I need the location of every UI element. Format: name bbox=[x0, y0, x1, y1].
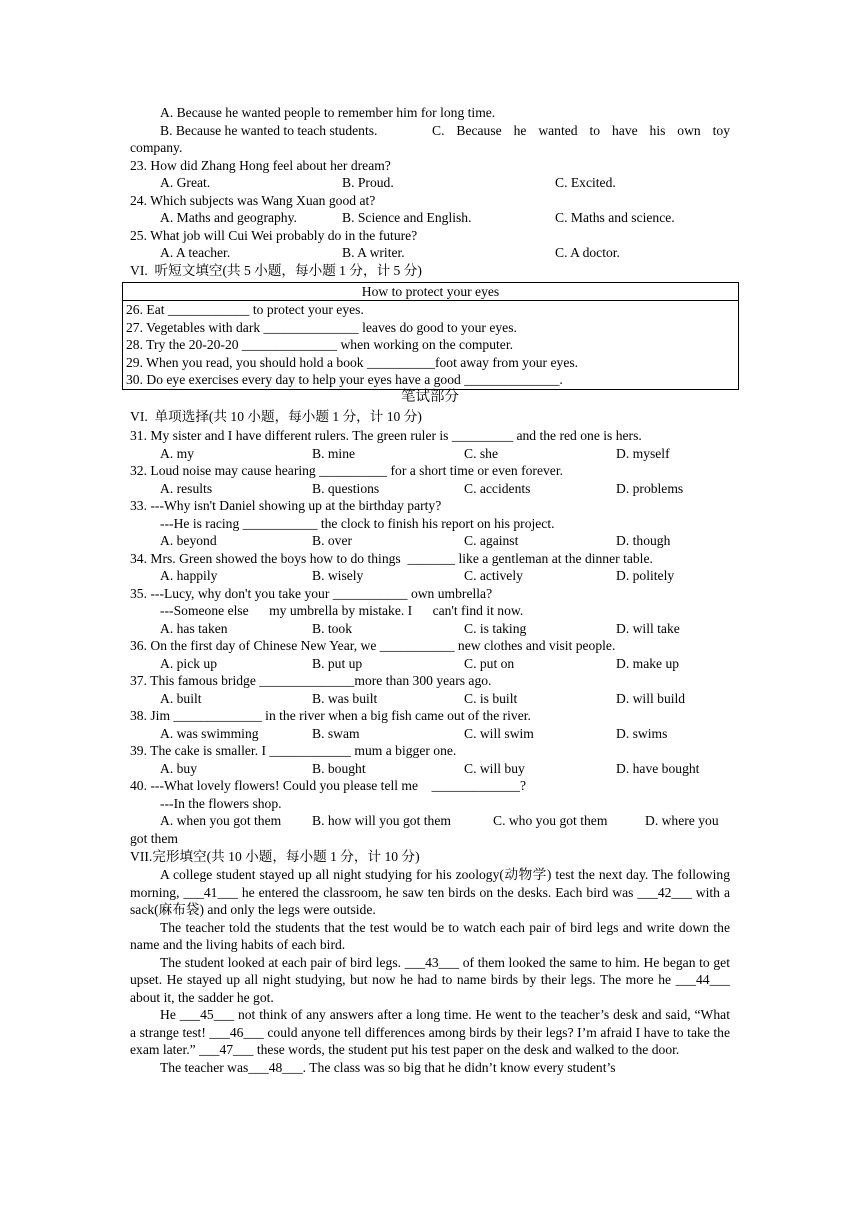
option-a: A. was swimming bbox=[160, 725, 259, 741]
q32-options bbox=[130, 480, 730, 498]
table-title: How to protect your eyes bbox=[123, 283, 738, 301]
option-c: C. A doctor. bbox=[555, 245, 620, 260]
option-b: B. bought bbox=[312, 760, 366, 776]
question-24: 24. Which subjects was Wang Xuan good at? bbox=[130, 192, 376, 208]
option-b: B. Science and English. bbox=[342, 210, 472, 225]
option-b: B. was built bbox=[312, 690, 378, 706]
table-item: 29. When you read, you should hold a book __________foot away from your eyes. bbox=[126, 354, 579, 370]
q35-options bbox=[130, 620, 730, 638]
option-b: B. wisely bbox=[312, 568, 364, 583]
option-c: C. Excited. bbox=[555, 175, 616, 190]
option-a: A. Great. bbox=[160, 175, 211, 190]
q24-options bbox=[130, 209, 730, 227]
option-b: B. over bbox=[312, 533, 353, 548]
option-d: D. have bought bbox=[616, 760, 700, 776]
question-40-reply: ---In the flowers shop. bbox=[160, 795, 282, 811]
option-a: A. has taken bbox=[160, 620, 228, 636]
option-c: C. is taking bbox=[464, 620, 527, 636]
option-a: A. beyond bbox=[160, 533, 217, 548]
q22-option-a: A. Because he wanted people to remember him for long time. bbox=[160, 105, 496, 120]
option-c: C. is built bbox=[464, 690, 518, 706]
option-a: A. built bbox=[160, 690, 202, 706]
option-c: C. will swim bbox=[464, 725, 534, 741]
option-d: D. make up bbox=[616, 655, 680, 671]
q37-options bbox=[130, 690, 730, 708]
option-a: A. pick up bbox=[160, 655, 218, 671]
section-vi-choice-heading: VI. 单项选择(共 10 小题，每小题 1 分，计 10 分) bbox=[130, 409, 422, 424]
q40-options bbox=[130, 812, 730, 830]
option-b: B. questions bbox=[312, 480, 380, 496]
written-part-title: 笔试部分 bbox=[401, 389, 459, 405]
q23-options bbox=[130, 174, 730, 192]
question-33-reply: ---He is racing ___________ the clock to finish his report on his project. bbox=[160, 515, 555, 531]
option-d: D. though bbox=[616, 533, 671, 548]
question-31: 31. My sister and I have different rulers. The green ruler is _________ and the red one is hers. bbox=[130, 428, 642, 443]
option-d: D. swims bbox=[616, 725, 668, 741]
question-33: 33. ---Why isn't Daniel showing up at the birthday party? bbox=[130, 498, 442, 513]
option-b: B. took bbox=[312, 620, 353, 636]
option-d: D. where you bbox=[645, 813, 719, 828]
option-c: C. Maths and science. bbox=[555, 210, 675, 225]
option-c: C. accidents bbox=[464, 480, 531, 496]
option-b: B. mine bbox=[312, 445, 356, 461]
section-vi-listening-heading: VI. 听短文填空(共 5 小题，每小题 1 分，计 5 分) bbox=[130, 262, 422, 278]
option-d: D. will build bbox=[616, 690, 686, 706]
question-37: 37. This famous bridge ______________more than 300 years ago. bbox=[130, 673, 492, 688]
cloze-paragraph-5: The teacher was___48___. The class was so big that he didn’t know every student’s bbox=[160, 1059, 616, 1075]
q22-option-b: B. Because he wanted to teach students. bbox=[160, 122, 378, 138]
question-39: 39. The cake is smaller. I ____________ mum a bigger one. bbox=[130, 743, 457, 758]
option-a: A. happily bbox=[160, 568, 218, 583]
question-23: 23. How did Zhang Hong feel about her dream? bbox=[130, 157, 391, 173]
option-d: D. myself bbox=[616, 445, 670, 461]
option-a: A. results bbox=[160, 480, 213, 496]
q25-options bbox=[130, 244, 730, 262]
option-b: B. put up bbox=[312, 655, 363, 671]
table-item: 26. Eat ____________ to protect your eyes. bbox=[126, 302, 364, 317]
option-c: C. actively bbox=[464, 568, 523, 583]
option-b: B. Proud. bbox=[342, 175, 394, 190]
option-b: B. A writer. bbox=[342, 245, 405, 260]
q38-options bbox=[130, 725, 730, 743]
table-item: 27. Vegetables with dark ______________ leaves do good to your eyes. bbox=[126, 319, 517, 335]
question-38: 38. Jim _____________ in the river when a big fish came out of the river. bbox=[130, 708, 531, 723]
fill-in-table bbox=[122, 282, 739, 390]
option-d: D. problems bbox=[616, 480, 684, 496]
q33-options bbox=[130, 532, 730, 550]
q39-options bbox=[130, 760, 730, 778]
option-a: A. when you got them bbox=[160, 813, 282, 828]
q36-options bbox=[130, 655, 730, 673]
q22-options-bc bbox=[130, 122, 730, 140]
option-b: B. how will you got them bbox=[312, 813, 451, 828]
question-35: 35. ---Lucy, why don't you take your ___________ own umbrella? bbox=[130, 585, 493, 601]
option-c: C. against bbox=[464, 533, 519, 548]
q31-options bbox=[130, 445, 730, 463]
question-32: 32. Loud noise may cause hearing __________ for a short time or even forever. bbox=[130, 463, 563, 478]
table-item: 28. Try the 20-20-20 ______________ when working on the computer. bbox=[126, 337, 514, 352]
option-b: B. swam bbox=[312, 725, 360, 741]
option-c: C. will buy bbox=[464, 760, 525, 776]
cloze-paragraph-2: The teacher told the students that the test would be to watch each pair of bird legs and write down the name and the living habits of each bird. bbox=[130, 919, 730, 952]
q34-options bbox=[130, 567, 730, 585]
option-c: C. put on bbox=[464, 655, 515, 671]
q22-option-c-cont: company. bbox=[130, 140, 183, 155]
question-25: 25. What job will Cui Wei probably do in the future? bbox=[130, 227, 418, 243]
question-34: 34. Mrs. Green showed the boys how to do things _______ like a gentleman at the dinner table. bbox=[130, 550, 653, 566]
option-c: C. who you got them bbox=[493, 813, 608, 828]
option-a: A. A teacher. bbox=[160, 245, 231, 260]
question-35-reply: ---Someone else my umbrella by mistake. I can't find it now. bbox=[160, 603, 524, 618]
table-item: 30. Do eye exercises every day to help your eyes have a good ______________. bbox=[126, 372, 563, 387]
question-40: 40. ---What lovely flowers! Could you please tell me _____________? bbox=[130, 778, 527, 793]
written-section bbox=[130, 388, 730, 1076]
cloze-paragraph-4: He ___45___ not think of any answers after a long time. He went to the teacher’s desk and said, “What a strange test! ___46___ could anyone tell differences among birds by their legs? I’m afraid I have to take the exam later.” ___47___ these words, the student put his test paper on the desk and walked to the door. bbox=[130, 1007, 730, 1057]
section-vii-heading: VII.完形填空(共 10 小题，每小题 1 分，计 10 分) bbox=[130, 849, 420, 864]
q40-option-d-cont: got them bbox=[130, 830, 178, 846]
option-a: A. buy bbox=[160, 760, 198, 776]
exam-page bbox=[130, 104, 730, 279]
option-d: D. politely bbox=[616, 568, 675, 583]
option-d: D. will take bbox=[616, 620, 680, 636]
option-c: C. she bbox=[464, 445, 498, 461]
cloze-paragraph-3: The student looked at each pair of bird legs. ___43___ of them looked the same to him. He began to get upset. He stayed up all night studying, but now he had to name birds by their legs. The more he ___44___ about it, the sadder he got. bbox=[130, 954, 730, 1005]
q22-option-c: C. Because he wanted to have his own toy bbox=[432, 122, 730, 138]
option-a: A. Maths and geography. bbox=[160, 210, 297, 225]
option-a: A. my bbox=[160, 445, 194, 461]
question-36: 36. On the first day of Chinese New Year, we ___________ new clothes and visit people. bbox=[130, 638, 616, 653]
cloze-paragraph-1: A college student stayed up all night studying for his zoology(动物学) test the next day. The following morning, ___41___ he entered the classroom, he saw ten birds on the desks. Each bird was ___42___ with a sack(麻布袋) and only the legs were outside. bbox=[130, 867, 730, 917]
